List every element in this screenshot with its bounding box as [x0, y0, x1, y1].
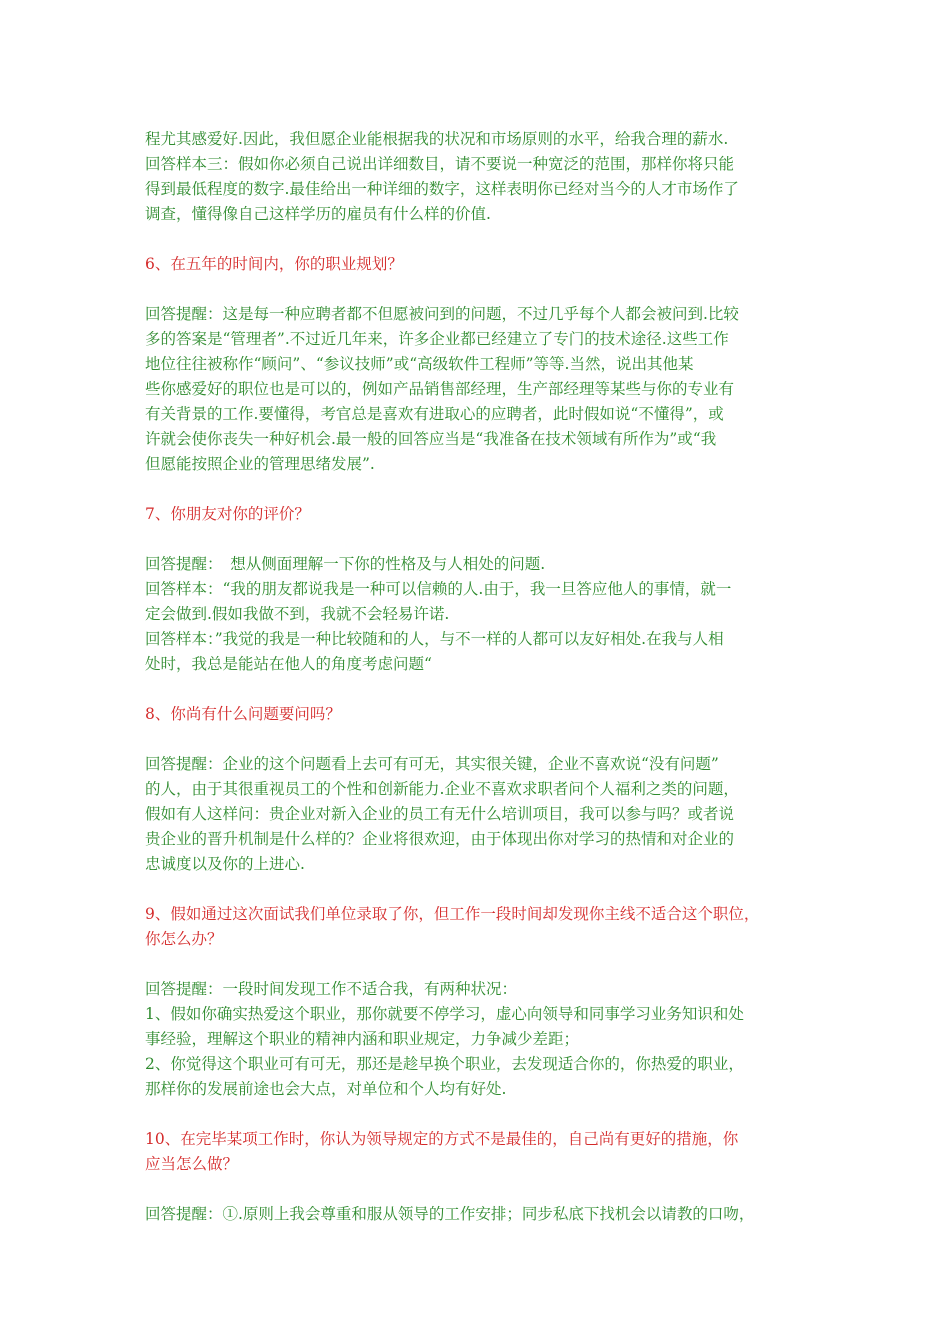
answer-line: 忠诚度以及你的上进心.: [145, 855, 305, 873]
paragraph-spacer: [145, 727, 800, 752]
answer-line: 得到最低程度的数字.最佳给出一种详细的数字，这样表明你已经对当今的人才市场作了: [145, 180, 739, 198]
answer-line: 回答提醒：这是每一种应聘者都不但愿被问到的问题，不过几乎每个人都会被问到.比较: [145, 305, 739, 323]
paragraph-spacer: [145, 477, 800, 502]
answer-line: 那样你的发展前途也会大点，对单位和个人均有好处.: [145, 1080, 507, 1098]
paragraph-spacer: [145, 527, 800, 552]
question-line: 9、假如通过这次面试我们单位录取了你，但工作一段时间却发现你主线不适合这个职位，: [145, 905, 760, 923]
answer-line: 但愿能按照企业的管理思绪发展”.: [145, 455, 375, 473]
question-line: 应当怎么做？: [145, 1155, 239, 1173]
paragraph-spacer: [145, 877, 800, 902]
answer-line: 回答提醒：①.原则上我会尊重和服从领导的工作安排；同步私底下找机会以请教的口吻，: [145, 1205, 755, 1223]
answer-line: 回答提醒：一段时间发现工作不适合我，有两种状况：: [145, 980, 518, 998]
answer-line: 回答样本：“我的朋友都说我是一种可以信赖的人.由于，我一旦答应他人的事情，就一: [145, 580, 732, 598]
answer-line: 许就会使你丧失一种好机会.最一般的回答应当是“我准备在技术领域有所作为”或“我: [145, 430, 717, 448]
question-heading: [145, 902, 800, 952]
question-heading: [145, 1127, 800, 1177]
answer-line: 回答样本：”我觉的我是一种比较随和的人，与不一样的人都可以友好相处.在我与人相: [145, 630, 724, 648]
answer-line: 处时，我总是能站在他人的角度考虑问题“: [145, 655, 432, 673]
answer-line: 2、你觉得这个职业可有可无，那还是趁早换个职业，去发现适合你的，你热爱的职业，: [145, 1055, 744, 1073]
answer-block: [145, 1202, 800, 1227]
answer-block: [145, 552, 800, 677]
question-line: 10、在完毕某项工作时，你认为领导规定的方式不是最佳的，自己尚有更好的措施，你: [145, 1130, 739, 1148]
answer-block: [145, 127, 800, 227]
answer-line: 假如有人这样问：贵企业对新入企业的员工有无什么培训项目，我可以参与吗？或者说: [145, 805, 735, 823]
answer-line: 回答样本三：假如你必须自己说出详细数目，请不要说一种宽泛的范围，那样你将只能: [145, 155, 735, 173]
paragraph-spacer: [145, 1102, 800, 1127]
answer-line: 回答提醒：企业的这个问题看上去可有可无，其实很关键，企业不喜欢说“没有问题”: [145, 755, 719, 773]
answer-line: 程尤其感爱好.因此，我但愿企业能根据我的状况和市场原则的水平，给我合理的薪水.: [145, 130, 729, 148]
question-line: 你怎么办？: [145, 930, 223, 948]
answer-line: 地位往往被称作“顾问”、“参议技师”或“高级软件工程师”等等.当然，说出其他某: [145, 355, 694, 373]
answer-line: 调查，懂得像自己这样学历的雇员有什么样的价值.: [145, 205, 491, 223]
question-heading: 6、在五年的时间内，你的职业规划？: [145, 255, 403, 273]
paragraph-spacer: [145, 277, 800, 302]
question-heading: 7、你朋友对你的评价？: [145, 505, 310, 523]
answer-line: 事经验，理解这个职业的精神内涵和职业规定，力争减少差距；: [145, 1030, 580, 1048]
answer-line: 多的答案是“管理者”.不过近几年来，许多企业都已经建立了专门的技术途径.这些工作: [145, 330, 729, 348]
paragraph-spacer: [145, 1177, 800, 1202]
answer-line: 回答提醒： 想从侧面理解一下你的性格及与人相处的问题.: [145, 555, 546, 573]
answer-block: [145, 302, 800, 477]
paragraph-spacer: [145, 952, 800, 977]
answer-block: [145, 752, 800, 877]
question-heading: 8、你尚有什么问题要问吗？: [145, 705, 341, 723]
answer-line: 有关背景的工作.要懂得，考官总是喜欢有进取心的应聘者，此时假如说“不懂得”，或: [145, 405, 724, 423]
answer-line: 些你感爱好的职位也是可以的，例如产品销售部经理，生产部经理等某些与你的专业有: [145, 380, 735, 398]
paragraph-spacer: [145, 227, 800, 252]
answer-line: 1、假如你确实热爱这个职业，那你就要不停学习，虚心向领导和同事学习业务知识和处: [145, 1005, 744, 1023]
answer-line: 定会做到.假如我做不到，我就不会轻易许诺.: [145, 605, 450, 623]
answer-block: [145, 977, 800, 1102]
paragraph-spacer: [145, 677, 800, 702]
answer-line: 的人，由于其很重视员工的个性和创新能力.企业不喜欢求职者问个人福利之类的问题，: [145, 780, 739, 798]
answer-line: 贵企业的晋升机制是什么样的？企业将很欢迎，由于体现出你对学习的热情和对企业的: [145, 830, 735, 848]
